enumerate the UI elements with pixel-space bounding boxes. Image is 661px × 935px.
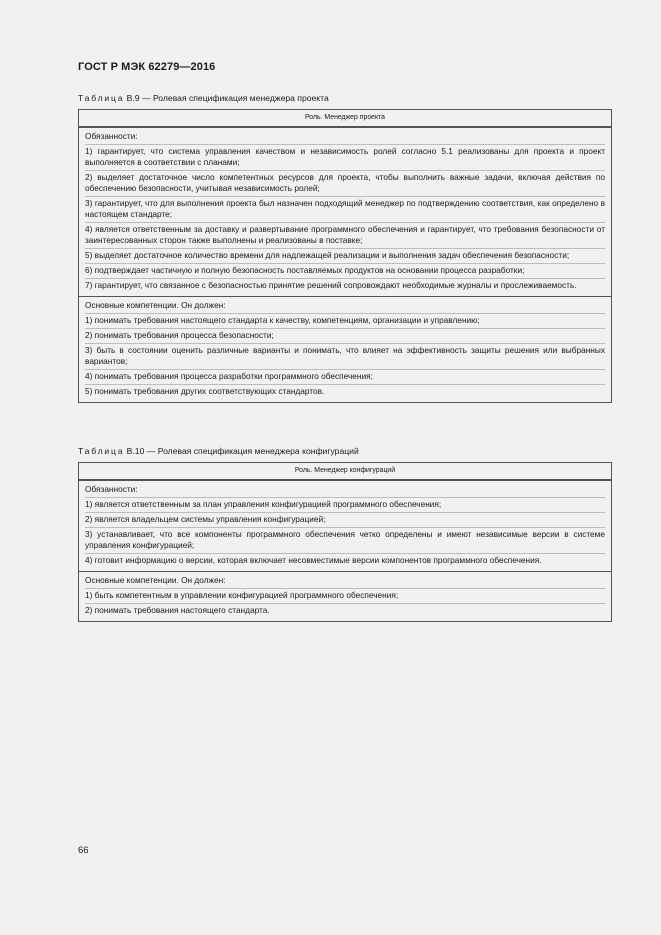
table-b10-caption-word: Таблица — [78, 446, 125, 456]
competencies-heading: Основные компетенции. Он должен: — [85, 574, 605, 589]
competencies-heading: Основные компетенции. Он должен: — [85, 299, 605, 314]
duty-item: 4) готовит информацию о версии, которая включает несовместимые версии компонентов программного обеспечения. — [85, 555, 542, 565]
duty-item: 1) является ответственным за план управления конфигурацией программного обеспечения; — [85, 498, 605, 513]
duty-item: 7) гарантирует, что связанное с безопасностью принятие решений сопровождают необходимые журналы и прослеживаемость. — [85, 280, 577, 290]
competency-item: 4) понимать требования процесса разработки программного обеспечения; — [85, 370, 605, 385]
table-b10-role: Роль. Менеджер конфигураций — [79, 463, 611, 481]
competency-item: 2) понимать требования настоящего стандарта. — [85, 605, 270, 615]
document-header: ГОСТ Р МЭК 62279—2016 — [78, 61, 216, 73]
competency-item: 1) быть компетентным в управлении конфигурацией программного обеспечения; — [85, 589, 605, 604]
competency-item: 2) понимать требования процесса безопасности; — [85, 329, 605, 344]
table-b9-caption-text: В.9 — Ролевая спецификация менеджера проекта — [124, 93, 329, 103]
table-b9-competencies — [79, 296, 611, 402]
table-b10-duties — [79, 481, 611, 571]
duties-heading: Обязанности: — [85, 483, 605, 498]
table-b10-caption-text: В.10 — Ролевая спецификация менеджера конфигураций — [124, 446, 359, 456]
table-b10 — [78, 462, 612, 622]
duty-item: 1) гарантирует, что система управления качеством и независимость ролей согласно 5.1 реализованы для проекта и проект выполняется в соответствии с планами; — [85, 145, 605, 171]
competency-item: 1) понимать требования настоящего стандарта к качеству, компетенциям, организации и управлению; — [85, 314, 605, 329]
duty-item: 5) выделяет достаточное количество времени для надлежащей реализации и выполнения задач обеспечения безопасности; — [85, 249, 605, 264]
duty-item: 6) подтверждает частичную и полную безопасность поставляемых продуктов на основании процесса разработки; — [85, 264, 605, 279]
table-b9-caption — [78, 93, 329, 103]
table-b10-competencies — [79, 571, 611, 621]
duties-heading: Обязанности: — [85, 130, 605, 145]
page-number: 66 — [78, 845, 89, 856]
table-b9-role: Роль. Менеджер проекта — [79, 110, 611, 128]
duty-item: 2) является владельцем системы управления конфигурацией; — [85, 513, 605, 528]
competency-item: 5) понимать требования других соответствующих стандартов. — [85, 386, 325, 396]
competency-item: 3) быть в состоянии оценить различные варианты и понимать, что влияет на эффективность защиты решения или выбранных вариантов; — [85, 344, 605, 370]
table-b10-caption — [78, 446, 359, 456]
table-b9-duties — [79, 128, 611, 296]
duty-item: 4) является ответственным за доставку и развертывание программного обеспечения и гарантирует, что требования безопасности от заинтересованных сторон также выполнены и реализованы в поставке; — [85, 223, 605, 249]
table-b9 — [78, 109, 612, 403]
duty-item: 3) устанавливает, что все компоненты программного обеспечения четко определены и имеют независимые версии в системе управления конфигурацией; — [85, 528, 605, 554]
duty-item: 2) выделяет достаточное число компетентных ресурсов для проекта, чтобы выполнить важные задачи, включая действия по обеспечению безопасности, учитывая независимость ролей; — [85, 171, 605, 197]
duty-item: 3) гарантирует, что для выполнения проекта был назначен подходящий менеджер по подтверждению соответствия, как определено в настоящем стандарте; — [85, 197, 605, 223]
table-b9-caption-word: Таблица — [78, 93, 125, 103]
